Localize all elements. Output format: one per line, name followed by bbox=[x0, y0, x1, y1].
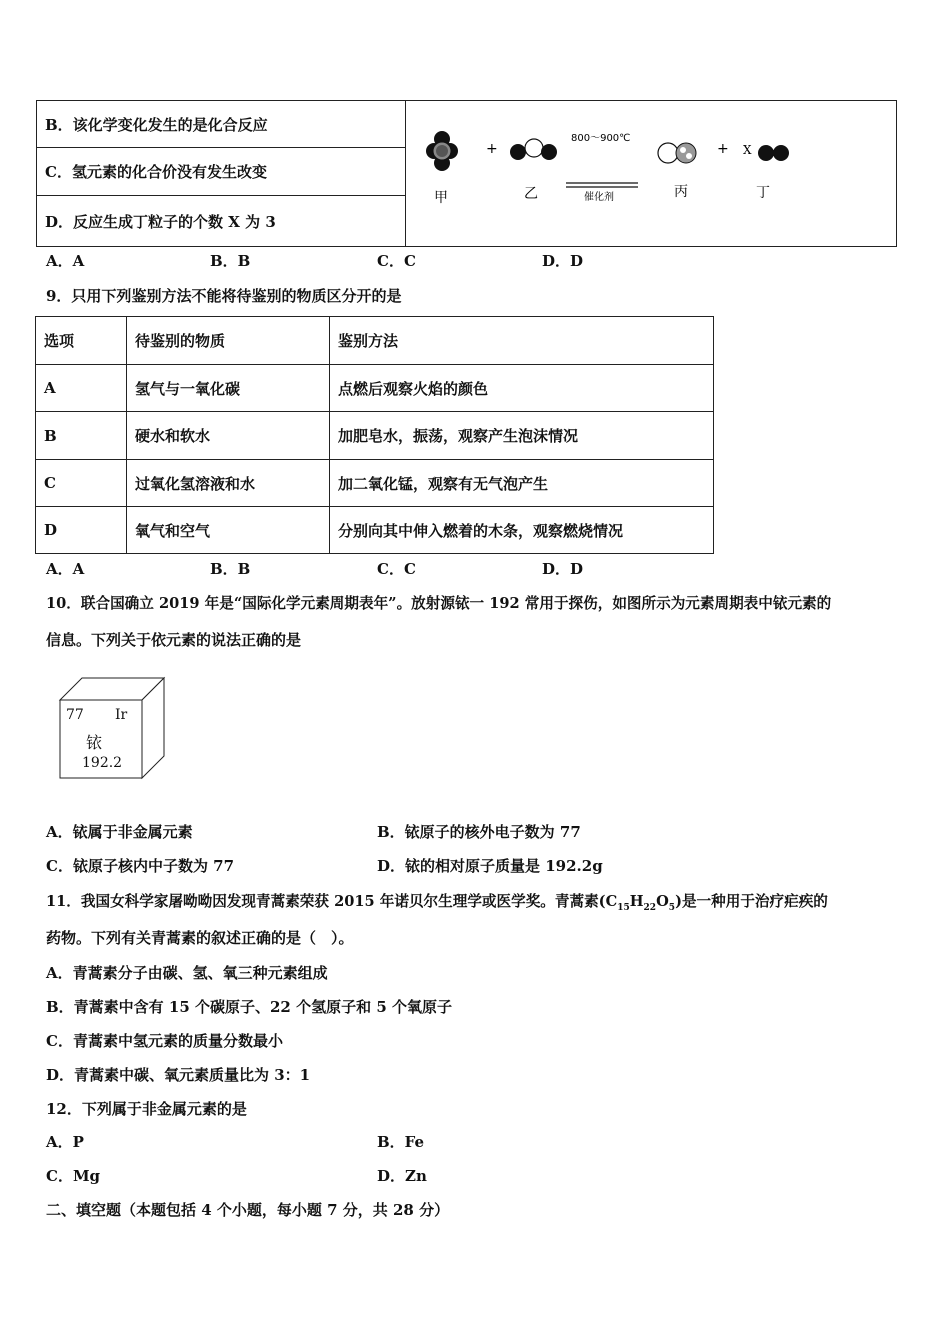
q9-answer-b[interactable]: B．B bbox=[210, 560, 251, 578]
q8-option-b bbox=[37, 101, 406, 148]
table-row bbox=[36, 507, 714, 554]
condition-bottom: 催化剂 bbox=[584, 192, 614, 203]
label-jia: 甲 bbox=[434, 190, 448, 206]
q9-cell: C bbox=[36, 460, 127, 507]
q9-stem: 9．只用下列鉴别方法不能将待鉴别的物质区分开的是 bbox=[46, 287, 402, 305]
element-number: 77 bbox=[66, 707, 84, 723]
q9-cell: 氧气和空气 bbox=[127, 507, 330, 554]
q11-sub-c: 15 bbox=[617, 902, 630, 913]
q8-option-b-text: B．该化学变化发生的是化合反应 bbox=[45, 115, 268, 134]
element-mass: 192.2 bbox=[82, 755, 123, 771]
x-label: X bbox=[743, 143, 752, 157]
q11-stem-line2: 药物。下列有关青蒿素的叙述正确的是（ ）。 bbox=[46, 929, 354, 947]
q12-option-c[interactable]: C．Mg bbox=[46, 1167, 101, 1185]
q9-header-row bbox=[36, 317, 714, 365]
q10-stem-line2: 信息。下列关于依元素的说法正确的是 bbox=[46, 631, 302, 649]
plus-2: + bbox=[717, 141, 729, 157]
q8-answer-c[interactable]: C．C bbox=[377, 252, 416, 270]
q9-cell: A bbox=[36, 365, 127, 412]
section-title: 二、填空题（本题包括 4 个小题，每小题 7 分，共 28 分） bbox=[46, 1201, 450, 1219]
q12-option-a[interactable]: A．P bbox=[46, 1133, 84, 1151]
molecule-bing bbox=[658, 143, 696, 163]
q11-h: H bbox=[629, 893, 644, 910]
q9-cell: 点燃后观察火焰的颜色 bbox=[330, 365, 714, 412]
q9-table bbox=[35, 316, 714, 554]
table-row bbox=[36, 460, 714, 507]
q11-option-d[interactable]: D．青蒿素中碳、氧元素质量比为 3：1 bbox=[46, 1066, 311, 1084]
q9-cell: D bbox=[36, 507, 127, 554]
q9-header-substance: 待鉴别的物质 bbox=[127, 317, 330, 365]
label-bing: 丙 bbox=[674, 184, 688, 200]
q12-stem: 12．下列属于非金属元素的是 bbox=[46, 1100, 247, 1118]
q11-option-b[interactable]: B．青蒿素中含有 15 个碳原子、22 个氢原子和 5 个氧原子 bbox=[46, 998, 452, 1016]
label-ding: 丁 bbox=[756, 185, 770, 201]
q8-option-d bbox=[37, 196, 406, 247]
q9-answer-a[interactable]: A．A bbox=[46, 560, 85, 578]
q8-answer-b[interactable]: B．B bbox=[210, 252, 251, 270]
q8-answer-a[interactable]: A．A bbox=[46, 252, 85, 270]
molecule-ding bbox=[758, 145, 789, 161]
element-card bbox=[58, 676, 168, 780]
q9-cell: B bbox=[36, 412, 127, 460]
q9-answer-c[interactable]: C．C bbox=[377, 560, 416, 578]
q9-cell: 氢气与一氧化碳 bbox=[127, 365, 330, 412]
table-row bbox=[36, 412, 714, 460]
q8-option-c-text: C．氢元素的化合价没有发生改变 bbox=[45, 163, 267, 181]
q10-option-d[interactable]: D．铱的相对原子质量是 192.2g bbox=[377, 857, 603, 875]
q11-stem-line1 bbox=[46, 890, 828, 913]
q10-option-c[interactable]: C．铱原子核内中子数为 77 bbox=[46, 857, 235, 875]
q10-option-b[interactable]: B．铱原子的核外电子数为 77 bbox=[377, 823, 581, 841]
q9-cell: 分别向其中伸入燃着的木条，观察燃烧情况 bbox=[330, 507, 714, 554]
condition-top: 800～900℃ bbox=[571, 133, 631, 144]
q9-header-option: 选项 bbox=[36, 317, 127, 365]
q12-option-b[interactable]: B．Fe bbox=[377, 1133, 425, 1151]
q9-answer-d[interactable]: D．D bbox=[542, 560, 584, 578]
element-symbol: Ir bbox=[115, 707, 128, 723]
q11-sub-h: 22 bbox=[643, 902, 657, 913]
plus-1: + bbox=[486, 141, 498, 157]
q10-option-a[interactable]: A．铱属于非金属元素 bbox=[46, 823, 193, 841]
q9-header-method: 鉴别方法 bbox=[330, 317, 714, 365]
reaction-diagram bbox=[406, 101, 894, 247]
table-row bbox=[36, 365, 714, 412]
q8-answer-d[interactable]: D．D bbox=[542, 252, 584, 270]
q9-cell: 加二氧化锰，观察有无气泡产生 bbox=[330, 460, 714, 507]
q11-o: O bbox=[656, 893, 669, 910]
q9-cell: 过氧化氢溶液和水 bbox=[127, 460, 330, 507]
q8-option-c bbox=[37, 148, 406, 196]
q11-stem-b: )是一种用于治疗疟疾的 bbox=[675, 893, 828, 910]
molecule-yi bbox=[510, 139, 557, 160]
label-yi: 乙 bbox=[524, 186, 538, 202]
molecule-jia bbox=[426, 131, 458, 171]
q10-stem-line1: 10．联合国确立 2019 年是“国际化学元素周期表年”。放射源铱一 192 常用于探伤，如图所示为元素周期表中铱元素的 bbox=[46, 595, 832, 612]
q11-sub-o: 5 bbox=[668, 902, 676, 913]
q9-cell: 硬水和软水 bbox=[127, 412, 330, 460]
q11-option-a[interactable]: A．青蒿素分子由碳、氢、氧三种元素组成 bbox=[46, 964, 328, 982]
element-name: 铱 bbox=[86, 733, 103, 752]
q8-option-d-text: D．反应生成丁粒子的个数 X 为 3 bbox=[45, 212, 276, 231]
q8-diagram-cell bbox=[406, 101, 897, 247]
q9-cell: 加肥皂水，振荡，观察产生泡沫情况 bbox=[330, 412, 714, 460]
q11-option-c[interactable]: C．青蒿素中氢元素的质量分数最小 bbox=[46, 1032, 283, 1050]
q11-stem-a: 11．我国女科学家屠呦呦因发现青蒿素荣获 2015 年诺贝尔生理学或医学奖。青蒿素(C bbox=[46, 893, 618, 910]
q8-table bbox=[36, 100, 897, 247]
q12-option-d[interactable]: D．Zn bbox=[377, 1167, 427, 1185]
